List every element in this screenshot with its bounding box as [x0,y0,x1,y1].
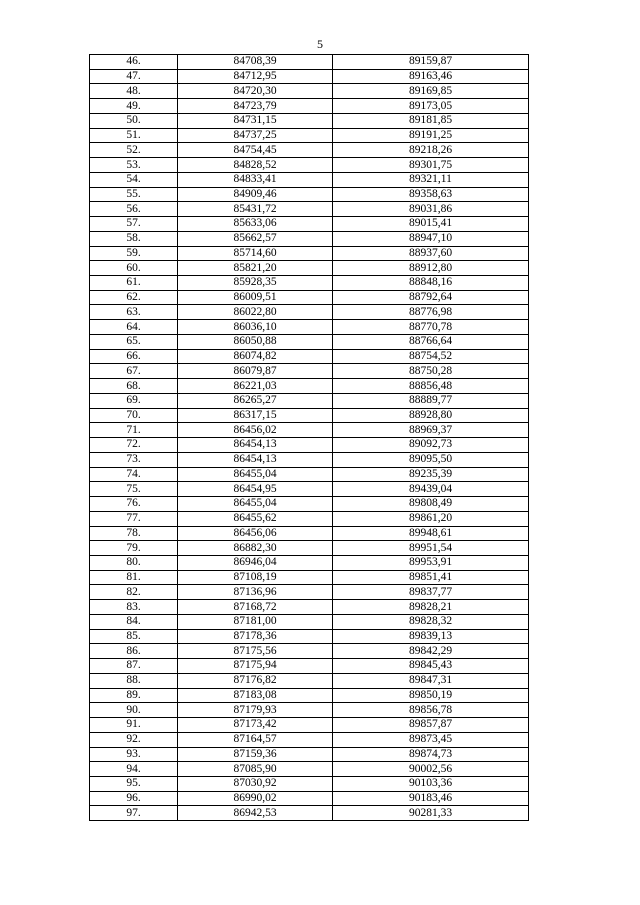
point-number-cell: 60. [90,261,178,276]
y-coordinate-cell: 89235,39 [333,467,529,482]
page-number: 5 [317,37,323,51]
x-coordinate-cell: 86079,87 [178,364,333,379]
x-coordinate-cell: 84708,39 [178,55,333,70]
table-row [90,438,529,453]
y-coordinate-cell: 89092,73 [333,438,529,453]
point-number-cell: 49. [90,99,178,114]
table-row [90,806,529,821]
y-coordinate-cell: 88856,48 [333,379,529,394]
table-row [90,276,529,291]
table-row [90,762,529,777]
x-coordinate-cell: 85633,06 [178,217,333,232]
table-row [90,644,529,659]
point-number-cell: 48. [90,84,178,99]
table-row [90,555,529,570]
table-row [90,703,529,718]
point-number-cell: 84. [90,614,178,629]
y-coordinate-cell: 89948,61 [333,526,529,541]
point-number-cell: 80. [90,555,178,570]
y-coordinate-cell: 88947,10 [333,231,529,246]
y-coordinate-cell: 88770,78 [333,320,529,335]
x-coordinate-cell: 86265,27 [178,393,333,408]
point-number-cell: 65. [90,334,178,349]
x-coordinate-cell: 84737,25 [178,128,333,143]
point-number-cell: 91. [90,718,178,733]
x-coordinate-cell: 85821,20 [178,261,333,276]
x-coordinate-cell: 86009,51 [178,290,333,305]
table-row [90,511,529,526]
point-number-cell: 87. [90,659,178,674]
y-coordinate-cell: 88969,37 [333,423,529,438]
x-coordinate-cell: 85928,35 [178,276,333,291]
x-coordinate-cell: 87175,94 [178,659,333,674]
y-coordinate-cell: 88776,98 [333,305,529,320]
point-number-cell: 95. [90,776,178,791]
y-coordinate-cell: 89953,91 [333,555,529,570]
point-number-cell: 62. [90,290,178,305]
x-coordinate-cell: 86456,06 [178,526,333,541]
x-coordinate-cell: 84828,52 [178,158,333,173]
x-coordinate-cell: 84723,79 [178,99,333,114]
x-coordinate-cell: 87178,36 [178,629,333,644]
y-coordinate-cell: 89850,19 [333,688,529,703]
y-coordinate-cell: 89845,43 [333,659,529,674]
point-number-cell: 69. [90,393,178,408]
point-number-cell: 63. [90,305,178,320]
point-number-cell: 52. [90,143,178,158]
table-row [90,143,529,158]
table-row [90,541,529,556]
y-coordinate-cell: 89358,63 [333,187,529,202]
x-coordinate-cell: 84833,41 [178,172,333,187]
table-row [90,393,529,408]
table-row [90,688,529,703]
table-row [90,791,529,806]
x-coordinate-cell: 86050,88 [178,334,333,349]
table-row [90,747,529,762]
coordinates-table-body [90,55,529,821]
y-coordinate-cell: 89095,50 [333,452,529,467]
x-coordinate-cell: 87175,56 [178,644,333,659]
table-row [90,379,529,394]
table-row [90,55,529,70]
x-coordinate-cell: 86022,80 [178,305,333,320]
x-coordinate-cell: 86455,62 [178,511,333,526]
y-coordinate-cell: 89321,11 [333,172,529,187]
y-coordinate-cell: 89301,75 [333,158,529,173]
table-row [90,334,529,349]
table-row [90,84,529,99]
point-number-cell: 54. [90,172,178,187]
table-row [90,99,529,114]
point-number-cell: 46. [90,55,178,70]
point-number-cell: 97. [90,806,178,821]
y-coordinate-cell: 89861,20 [333,511,529,526]
y-coordinate-cell: 89856,78 [333,703,529,718]
table-row [90,408,529,423]
point-number-cell: 57. [90,217,178,232]
point-number-cell: 56. [90,202,178,217]
y-coordinate-cell: 89874,73 [333,747,529,762]
x-coordinate-cell: 87136,96 [178,585,333,600]
x-coordinate-cell: 86942,53 [178,806,333,821]
point-number-cell: 82. [90,585,178,600]
table-row [90,364,529,379]
x-coordinate-cell: 86074,82 [178,349,333,364]
table-row [90,202,529,217]
table-row [90,718,529,733]
x-coordinate-cell: 86946,04 [178,555,333,570]
point-number-cell: 75. [90,482,178,497]
x-coordinate-cell: 86455,04 [178,467,333,482]
point-number-cell: 50. [90,113,178,128]
point-number-cell: 58. [90,231,178,246]
y-coordinate-cell: 88750,28 [333,364,529,379]
point-number-cell: 96. [90,791,178,806]
table-row [90,187,529,202]
table-row [90,452,529,467]
x-coordinate-cell: 84712,95 [178,69,333,84]
y-coordinate-cell: 90103,36 [333,776,529,791]
table-row [90,69,529,84]
y-coordinate-cell: 89847,31 [333,673,529,688]
y-coordinate-cell: 89181,85 [333,113,529,128]
point-number-cell: 94. [90,762,178,777]
point-number-cell: 72. [90,438,178,453]
y-coordinate-cell: 89851,41 [333,570,529,585]
table-row [90,585,529,600]
y-coordinate-cell: 88937,60 [333,246,529,261]
table-row [90,526,529,541]
x-coordinate-cell: 84720,30 [178,84,333,99]
y-coordinate-cell: 89439,04 [333,482,529,497]
table-row [90,570,529,585]
point-number-cell: 73. [90,452,178,467]
table-row [90,290,529,305]
x-coordinate-cell: 87183,08 [178,688,333,703]
point-number-cell: 89. [90,688,178,703]
table-row [90,158,529,173]
x-coordinate-cell: 87173,42 [178,718,333,733]
x-coordinate-cell: 86456,02 [178,423,333,438]
y-coordinate-cell: 89015,41 [333,217,529,232]
table-row [90,423,529,438]
y-coordinate-cell: 89163,46 [333,69,529,84]
table-row [90,217,529,232]
table-row [90,172,529,187]
x-coordinate-cell: 87159,36 [178,747,333,762]
x-coordinate-cell: 87181,00 [178,614,333,629]
x-coordinate-cell: 85662,57 [178,231,333,246]
table-row [90,629,529,644]
table-row [90,467,529,482]
point-number-cell: 74. [90,467,178,482]
point-number-cell: 68. [90,379,178,394]
table-row [90,349,529,364]
x-coordinate-cell: 86454,95 [178,482,333,497]
point-number-cell: 55. [90,187,178,202]
y-coordinate-cell: 88928,80 [333,408,529,423]
x-coordinate-cell: 86990,02 [178,791,333,806]
x-coordinate-cell: 85431,72 [178,202,333,217]
y-coordinate-cell: 89873,45 [333,732,529,747]
point-number-cell: 85. [90,629,178,644]
x-coordinate-cell: 87176,82 [178,673,333,688]
y-coordinate-cell: 89031,86 [333,202,529,217]
y-coordinate-cell: 89173,05 [333,99,529,114]
y-coordinate-cell: 90183,46 [333,791,529,806]
x-coordinate-cell: 87179,93 [178,703,333,718]
y-coordinate-cell: 90002,56 [333,762,529,777]
x-coordinate-cell: 86221,03 [178,379,333,394]
x-coordinate-cell: 84909,46 [178,187,333,202]
table-row [90,673,529,688]
y-coordinate-cell: 88848,16 [333,276,529,291]
point-number-cell: 71. [90,423,178,438]
point-number-cell: 61. [90,276,178,291]
table-row [90,246,529,261]
x-coordinate-cell: 86454,13 [178,452,333,467]
x-coordinate-cell: 86036,10 [178,320,333,335]
y-coordinate-cell: 89837,77 [333,585,529,600]
y-coordinate-cell: 89828,21 [333,600,529,615]
x-coordinate-cell: 87168,72 [178,600,333,615]
table-row [90,659,529,674]
table-row [90,261,529,276]
point-number-cell: 86. [90,644,178,659]
point-number-cell: 92. [90,732,178,747]
table-row [90,614,529,629]
point-number-cell: 77. [90,511,178,526]
y-coordinate-cell: 88912,80 [333,261,529,276]
y-coordinate-cell: 89169,85 [333,84,529,99]
coordinates-table [89,54,529,821]
x-coordinate-cell: 87085,90 [178,762,333,777]
point-number-cell: 88. [90,673,178,688]
x-coordinate-cell: 86455,04 [178,497,333,512]
point-number-cell: 83. [90,600,178,615]
table-row [90,320,529,335]
table-row [90,600,529,615]
point-number-cell: 76. [90,497,178,512]
point-number-cell: 70. [90,408,178,423]
point-number-cell: 59. [90,246,178,261]
y-coordinate-cell: 88754,52 [333,349,529,364]
point-number-cell: 64. [90,320,178,335]
table-row [90,776,529,791]
y-coordinate-cell: 89842,29 [333,644,529,659]
table-row [90,231,529,246]
table-row [90,305,529,320]
x-coordinate-cell: 87164,57 [178,732,333,747]
x-coordinate-cell: 86882,30 [178,541,333,556]
point-number-cell: 78. [90,526,178,541]
table-row [90,482,529,497]
x-coordinate-cell: 87030,92 [178,776,333,791]
table-row [90,113,529,128]
y-coordinate-cell: 88792,64 [333,290,529,305]
point-number-cell: 93. [90,747,178,762]
y-coordinate-cell: 89828,32 [333,614,529,629]
table-row [90,497,529,512]
point-number-cell: 66. [90,349,178,364]
point-number-cell: 47. [90,69,178,84]
point-number-cell: 79. [90,541,178,556]
point-number-cell: 67. [90,364,178,379]
y-coordinate-cell: 89857,87 [333,718,529,733]
y-coordinate-cell: 89191,25 [333,128,529,143]
point-number-cell: 53. [90,158,178,173]
y-coordinate-cell: 89808,49 [333,497,529,512]
y-coordinate-cell: 88889,77 [333,393,529,408]
point-number-cell: 90. [90,703,178,718]
y-coordinate-cell: 89839,13 [333,629,529,644]
x-coordinate-cell: 86454,13 [178,438,333,453]
x-coordinate-cell: 85714,60 [178,246,333,261]
table-row [90,128,529,143]
y-coordinate-cell: 89218,26 [333,143,529,158]
y-coordinate-cell: 89951,54 [333,541,529,556]
table-row [90,732,529,747]
y-coordinate-cell: 89159,87 [333,55,529,70]
x-coordinate-cell: 84754,45 [178,143,333,158]
x-coordinate-cell: 87108,19 [178,570,333,585]
point-number-cell: 81. [90,570,178,585]
y-coordinate-cell: 90281,33 [333,806,529,821]
y-coordinate-cell: 88766,64 [333,334,529,349]
point-number-cell: 51. [90,128,178,143]
x-coordinate-cell: 86317,15 [178,408,333,423]
x-coordinate-cell: 84731,15 [178,113,333,128]
